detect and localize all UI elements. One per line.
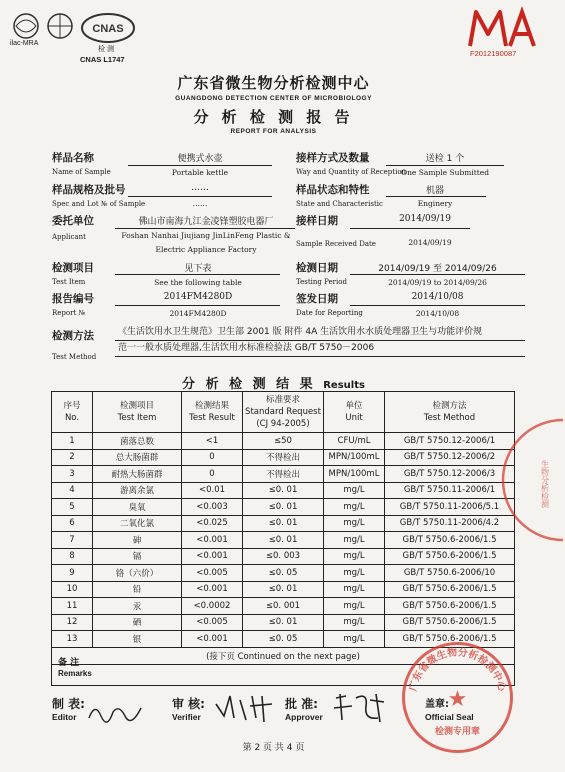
report-title-en: REPORT FOR ANALYSIS xyxy=(230,128,317,135)
cell-method: GB/T 5750.12-2006/2 xyxy=(385,449,515,466)
cell-item: 砷 xyxy=(93,532,182,549)
cell-no: 4 xyxy=(52,482,93,499)
cell-method: GB/T 5750.6-2006/1.5 xyxy=(385,532,515,549)
cell-result: <0.005 xyxy=(182,565,243,582)
applicant-value-en-1: Foshan Nanhai Jiujiang JinLinFeng Plastic & xyxy=(121,231,291,240)
cell-no: 11 xyxy=(52,598,93,615)
spec-value-en: …… xyxy=(192,199,208,208)
delivery-value: 送检 1 个 xyxy=(425,154,465,164)
cell-standard: ≤0. 001 xyxy=(243,598,324,615)
divider xyxy=(350,305,525,306)
cell-result: <0.005 xyxy=(182,614,243,631)
issue-date-label-en: Date for Reporting xyxy=(296,309,363,317)
cell-unit: mg/L xyxy=(324,482,385,499)
table-row xyxy=(52,482,515,499)
approver-label-en: Approver xyxy=(285,712,323,722)
cell-unit: mg/L xyxy=(324,631,385,648)
cell-unit: MPN/100mL xyxy=(324,449,385,466)
test-item-label: 检测项目 xyxy=(52,262,94,274)
divider xyxy=(350,228,470,229)
remarks-label: 备 注 xyxy=(58,658,80,668)
results-title xyxy=(0,373,547,392)
received-label-en: Sample Received Date xyxy=(296,240,376,248)
svg-text:★: ★ xyxy=(447,687,468,712)
cell-unit: mg/L xyxy=(324,565,385,582)
cell-result: <1 xyxy=(182,433,243,450)
editor-signature xyxy=(85,698,145,730)
cell-no: 5 xyxy=(52,499,93,516)
cell-result: <0.001 xyxy=(182,631,243,648)
cell-standard: ≤0. 01 xyxy=(243,499,324,516)
test-item-value: 见下表 xyxy=(184,264,212,274)
results-table xyxy=(51,391,515,665)
state-value-en: Enginery xyxy=(417,199,453,208)
divider xyxy=(386,165,504,166)
col-standard: 标准要求 Standard Request (CJ 94-2005) xyxy=(243,392,324,433)
editor-label-en: Editor xyxy=(52,712,77,722)
test-date-label: 检测日期 xyxy=(296,262,338,274)
cnas-number: CNAS L1747 xyxy=(80,55,125,64)
cell-result: <0.001 xyxy=(182,581,243,598)
cell-result: <0.0002 xyxy=(182,598,243,615)
cell-no: 9 xyxy=(52,565,93,582)
sample-name-value: 便携式水壶 xyxy=(177,154,223,164)
col-result: 检测结果 Test Result xyxy=(182,392,243,433)
remarks-label-en: Remarks xyxy=(58,669,92,678)
results-body xyxy=(52,433,515,648)
received-label: 接样日期 xyxy=(296,215,338,227)
cell-item: 汞 xyxy=(93,598,182,615)
test-date-value-en: 2014/09/19 to 2014/09/26 xyxy=(388,278,487,287)
spec-label-en: Spec and Lot № of Sample xyxy=(52,200,146,208)
approver-label: 批 准: xyxy=(285,697,318,711)
cell-item: 铬（六价） xyxy=(93,565,182,582)
delivery-value-en: One Sample Submitted xyxy=(400,168,490,177)
method-value-line-1: 《生活饮用水卫生规范》卫生部 2001 版 附件 4A 生活饮用水水质处理器卫生与功能评价规 xyxy=(118,327,483,337)
divider xyxy=(115,305,280,306)
table-row xyxy=(52,598,515,615)
cell-unit: mg/L xyxy=(324,548,385,565)
cell-result: <0.003 xyxy=(182,499,243,516)
table-row xyxy=(52,433,515,450)
report-no-value: 2014FM4280D xyxy=(163,292,233,302)
state-label-en: State and Characteristic xyxy=(296,200,383,208)
cell-item: 菌落总数 xyxy=(93,433,182,450)
cell-result: <0.025 xyxy=(182,515,243,532)
method-value-line-2: 范一一般水质处理器,生活饮用水标准检验法 GB/T 5750－2006 xyxy=(118,343,375,353)
cell-result: <0.01 xyxy=(182,482,243,499)
cell-no: 1 xyxy=(52,433,93,450)
test-item-label-en: Test Item xyxy=(52,278,86,286)
sample-name-label: 样品名称 xyxy=(52,152,94,164)
cell-standard: ≤50 xyxy=(243,433,324,450)
cell-standard: ≤0. 05 xyxy=(243,631,324,648)
cell-method: GB/T 5750.6-2006/10 xyxy=(385,565,515,582)
table-row xyxy=(52,532,515,549)
cma-number: F2012190087 xyxy=(470,49,517,58)
cma-logo xyxy=(466,8,538,48)
test-item-value-en: See the following table xyxy=(154,278,242,287)
received-value: 2014/09/19 xyxy=(399,214,451,224)
cell-item: 耐热大肠菌群 xyxy=(93,466,182,483)
col-method: 检测方法 Test Method xyxy=(385,392,515,433)
cell-method: GB/T 5750.11-2006/5.1 xyxy=(385,499,515,516)
table-row xyxy=(52,581,515,598)
cell-no: 13 xyxy=(52,631,93,648)
table-row xyxy=(52,548,515,565)
seal-sub-text: 检测专用章 xyxy=(434,727,481,737)
divider xyxy=(115,356,525,357)
col-unit: 单位 Unit xyxy=(324,392,385,433)
editor-label: 制 表: xyxy=(52,697,85,711)
verifier-signature xyxy=(212,690,282,728)
issue-date-value-en: 2014/10/08 xyxy=(415,309,460,318)
cell-standard: ≤0. 003 xyxy=(243,548,324,565)
cnas-sub-label: 检 测 xyxy=(98,46,114,53)
state-value: 机器 xyxy=(425,186,444,196)
seal-arc-text: 广东省微生物分析检测中心 xyxy=(407,647,508,693)
seal-label: 盖章: xyxy=(425,699,449,710)
col-no: 序号 No. xyxy=(52,392,93,433)
table-row xyxy=(52,565,515,582)
cell-item: 臭氧 xyxy=(93,499,182,516)
report-no-label: 报告编号 xyxy=(52,293,94,305)
cell-no: 7 xyxy=(52,532,93,549)
divider xyxy=(350,274,525,275)
cell-unit: mg/L xyxy=(324,581,385,598)
sample-name-label-en: Name of Sample xyxy=(52,168,111,176)
results-title-en: Results xyxy=(323,380,365,391)
center-title-en: GUANGDONG DETECTION CENTER OF MICROBIOLOGY xyxy=(175,95,372,102)
cell-method: GB/T 5750.6-2006/1.5 xyxy=(385,548,515,565)
divider xyxy=(115,228,295,229)
cell-standard: 不得检出 xyxy=(243,466,324,483)
applicant-value: 佛山市南海九江金凌锋塑胶电器厂 xyxy=(138,217,274,227)
cell-no: 8 xyxy=(52,548,93,565)
cnas-logo xyxy=(80,12,136,44)
results-title-cn: 分 析 检 测 结 果 xyxy=(182,377,316,392)
cell-no: 6 xyxy=(52,515,93,532)
cell-item: 镉 xyxy=(93,548,182,565)
verifier-label-en: Verifier xyxy=(172,712,201,722)
cell-standard: ≤0. 05 xyxy=(243,565,324,582)
cell-standard: 不得检出 xyxy=(243,449,324,466)
cell-no: 3 xyxy=(52,466,93,483)
sample-name-value-en: Portable kettle xyxy=(171,168,229,177)
page-footer: 第 2 页 共 4 页 xyxy=(242,743,305,753)
table-header-row xyxy=(52,392,515,433)
method-label: 检测方法 xyxy=(52,330,94,342)
cell-method: GB/T 5750.12-2006/1 xyxy=(385,433,515,450)
applicant-label: 委托单位 xyxy=(52,215,94,227)
test-date-value: 2014/09/19 至 2014/09/26 xyxy=(378,264,497,274)
cell-no: 10 xyxy=(52,581,93,598)
side-seal-fragment xyxy=(525,420,565,540)
cell-unit: mg/L xyxy=(324,499,385,516)
center-title: 广东省微生物分析检测中心 xyxy=(177,74,370,92)
cell-result: 0 xyxy=(182,466,243,483)
cell-unit: mg/L xyxy=(324,515,385,532)
issue-date-value: 2014/10/08 xyxy=(411,292,464,302)
cell-item: 银 xyxy=(93,631,182,648)
divider xyxy=(128,165,272,166)
cell-unit: CFU/mL xyxy=(324,433,385,450)
verifier-label: 审 核: xyxy=(172,697,205,711)
report-no-value-en: 2014FM4280D xyxy=(169,309,227,318)
issue-date-label: 签发日期 xyxy=(296,293,338,305)
cell-method: GB/T 5750.6-2006/1.5 xyxy=(385,631,515,648)
continued-note: (接下页 Continued on the next page) xyxy=(52,647,515,664)
cell-standard: ≤0. 01 xyxy=(243,581,324,598)
cell-method: GB/T 5750.11-2006/1 xyxy=(385,482,515,499)
method-label-en: Test Method xyxy=(52,353,97,361)
cell-item: 硒 xyxy=(93,614,182,631)
divider xyxy=(386,196,486,197)
table-row xyxy=(52,449,515,466)
cell-unit: mg/L xyxy=(324,614,385,631)
cell-method: GB/T 5750.6-2006/1.5 xyxy=(385,581,515,598)
side-seal-text: 生物分析检测 xyxy=(540,460,550,508)
cell-result: <0.001 xyxy=(182,548,243,565)
applicant-label-en: Applicant xyxy=(52,233,86,241)
cell-item: 总大肠菌群 xyxy=(93,449,182,466)
divider xyxy=(128,196,272,197)
report-no-label-en: Report № xyxy=(52,309,86,317)
col-item: 检测项目 Test Item xyxy=(93,392,182,433)
cell-result: <0.001 xyxy=(182,532,243,549)
cell-method: GB/T 5750.11-2006/4.2 xyxy=(385,515,515,532)
cell-item: 铅 xyxy=(93,581,182,598)
approver-signature xyxy=(330,690,390,728)
cell-unit: MPN/100mL xyxy=(324,466,385,483)
state-label: 样品状态和特性 xyxy=(296,184,370,196)
cell-standard: ≤0. 01 xyxy=(243,482,324,499)
cell-no: 2 xyxy=(52,449,93,466)
cell-method: GB/T 5750.6-2006/1.5 xyxy=(385,598,515,615)
table-row xyxy=(52,515,515,532)
report-title: 分 析 检 测 报 告 xyxy=(193,108,354,126)
svg-text:CNAS: CNAS xyxy=(92,23,124,35)
test-date-label-en: Testing Period xyxy=(296,278,347,286)
cell-no: 12 xyxy=(52,614,93,631)
cell-item: 二氧化氯 xyxy=(93,515,182,532)
cell-standard: ≤0. 01 xyxy=(243,532,324,549)
received-value-en: 2014/09/19 xyxy=(408,238,452,247)
divider xyxy=(115,274,280,275)
cell-standard: ≤0. 01 xyxy=(243,614,324,631)
cell-method: GB/T 5750.12-2006/3 xyxy=(385,466,515,483)
cell-unit: mg/L xyxy=(324,532,385,549)
cell-result: 0 xyxy=(182,449,243,466)
delivery-label: 接样方式及数量 xyxy=(296,152,370,164)
spec-label: 样品规格及批号 xyxy=(52,184,126,196)
cell-item: 游离余氯 xyxy=(93,482,182,499)
cell-unit: mg/L xyxy=(324,598,385,615)
seal-label-en: Official Seal xyxy=(425,712,474,722)
cell-method: GB/T 5750.6-2006/1.5 xyxy=(385,614,515,631)
table-row xyxy=(52,499,515,516)
table-row xyxy=(52,466,515,483)
official-seal xyxy=(400,640,515,755)
spec-value: …… xyxy=(191,183,209,193)
cell-standard: ≤0. 01 xyxy=(243,515,324,532)
applicant-value-en-2: Electric Appliance Factory xyxy=(155,245,257,254)
delivery-label-en: Way and Quantity of Reception xyxy=(296,168,407,176)
divider xyxy=(115,340,525,341)
table-row xyxy=(52,614,515,631)
ilac-label: ilac-MRA xyxy=(10,40,39,47)
